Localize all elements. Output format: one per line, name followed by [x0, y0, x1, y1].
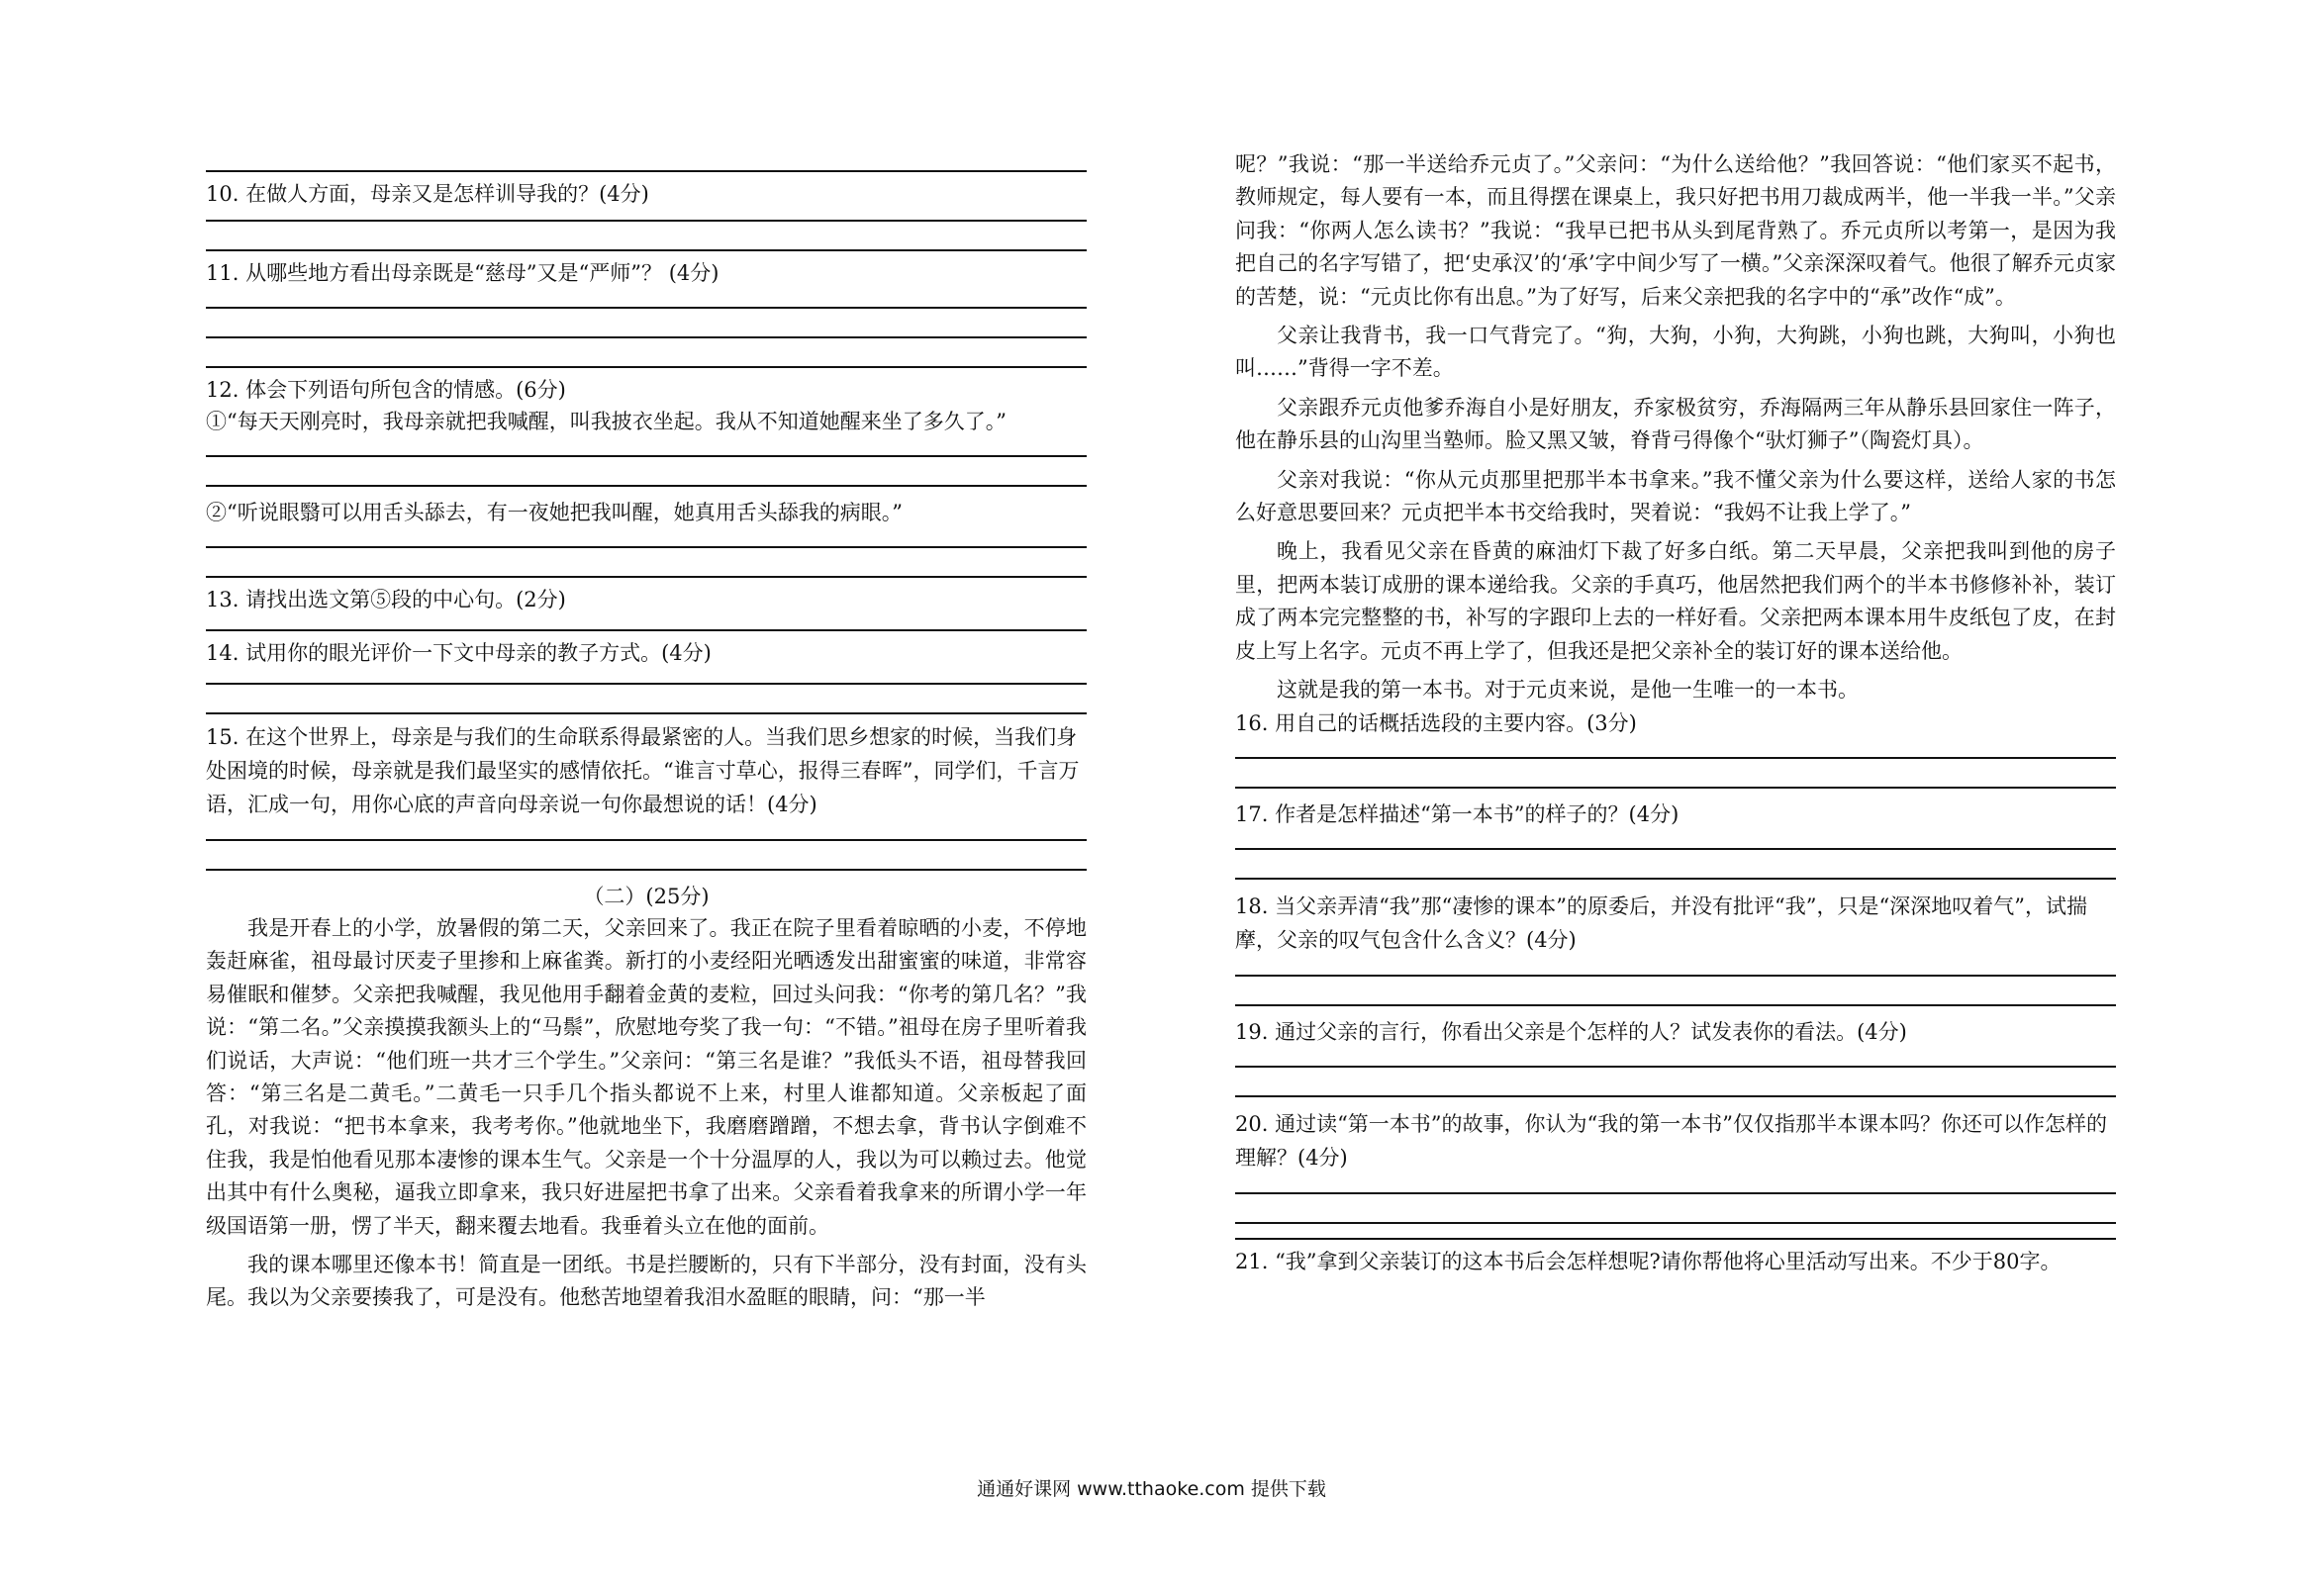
page-footer: 通通好课网 www.tthaoke.com 提供下载: [977, 1478, 1326, 1500]
question-18: 18. 当父亲弄清“我”那“凄惨的课本”的原委后，并没有批评“我”，只是“深深地叹着气”，试揣摩，父亲的叹气包含什么含义？(4分): [1235, 893, 2087, 952]
question-11: 11. 从哪些地方看出母亲既是“慈母”又是“严师”？ (4分): [206, 261, 720, 285]
question-12-sentence-1: ①“每天天刚亮时，我母亲就把我喊醒，叫我披衣坐起。我从不知道她醒来坐了多久了。”: [206, 410, 1007, 433]
passage-paragraph: 呢？”我说：“那一半送给乔元贞了。”父亲问：“为什么送给他？”我回答说：“他们家买不起书，教师规定，每人要有一本，而且得摆在课桌上，我只好把书用刀裁成两半，他一半我一半。”父亲问我：“你两人怎么读书？”我说：“我早已把书从头到尾背熟了。乔元贞所以考第一，是因为我把自己的名字写错了，把‘史承汉’的‘承’字中间少写了一横。”父亲深深叹着气。他很了解乔元贞家的苦楚，说：“元贞比你有出息。”为了好写，后来父亲把我的名字中的“承”改作“成”。: [1235, 152, 2116, 309]
question-21: 21. “我”拿到父亲装订的这本书后会怎样想呢?请你帮他将心里活动写出来。不少于80字。: [1235, 1249, 2062, 1273]
passage-paragraph: 父亲对我说：“你从元贞那里把那半本书拿来。”我不懂父亲为什么要这样，送给人家的书怎么好意思要回来？元贞把半本书交给我时，哭着说：“我妈不让我上学了。”: [1235, 467, 2116, 525]
left-column: [206, 170, 1087, 1315]
passage-paragraph: 这就是我的第一本书。对于元贞来说，是他一生唯一的一本书。: [1277, 678, 1859, 703]
passage-paragraph: 晚上，我看见父亲在昏黄的麻油灯下裁了好多白纸。第二天早晨，父亲把我叫到他的房子里，把两本装订成册的课本递给我。父亲的手真巧，他居然把我们两个的半本书修修补补，装订成了两本完完整整的书，补写的字跟印上去的一样好看。父亲把两本课本用牛皮纸包了皮，在封皮上写上名字。元贞不再上学了，但我还是把父亲补全的装订好的课本送给他。: [1235, 539, 2116, 663]
right-column: [1235, 148, 2116, 1277]
question-12-sentence-2: ②“听说眼翳可以用舌头舔去，有一夜她把我叫醒，她真用舌头舔我的病眼。”: [206, 501, 903, 524]
question-17: 17. 作者是怎样描述“第一本书”的样子的？(4分): [1235, 801, 1679, 826]
question-16: 16. 用自己的话概括选段的主要内容。(3分): [1235, 710, 1637, 735]
question-14: 14. 试用你的眼光评价一下文中母亲的教子方式。(4分): [206, 641, 712, 665]
section-heading: （二）(25分): [583, 885, 710, 908]
passage-paragraph: 父亲跟乔元贞他爹乔海自小是好朋友，乔家极贫穷，乔海隔两三年从静乐县回家住一阵子，他在静乐县的山沟里当塾师。脸又黑又皱，脊背弓得像个“驮灯狮子”（陶瓷灯具）。: [1235, 395, 2116, 453]
question-12: 12. 体会下列语句所包含的情感。(6分): [206, 378, 566, 402]
question-19: 19. 通过父亲的言行，你看出父亲是个怎样的人？试发表你的看法。(4分): [1235, 1019, 1907, 1044]
question-13: 13. 请找出选文第⑤段的中心句。(2分): [206, 588, 566, 611]
passage-paragraph: 父亲让我背书，我一口气背完了。“狗，大狗，小狗，大狗跳，小狗也跳，大狗叫，小狗也叫……”背得一字不差。: [1235, 324, 2116, 381]
question-10: 10. 在做人方面，母亲又是怎样训导我的？(4分): [206, 182, 649, 206]
question-20: 20. 通过读“第一本书”的故事，你认为“我的第一本书”仅仅指那半本课本吗？你还可以作怎样的理解？(4分): [1235, 1111, 2108, 1170]
passage-paragraph: 我的课本哪里还像本书！简直是一团纸。书是拦腰断的，只有下半部分，没有封面，没有头尾。我以为父亲要揍我了，可是没有。他愁苦地望着我泪水盈眶的眼睛，问：“那一半: [206, 1253, 1087, 1310]
question-15: 15. 在这个世界上，母亲是与我们的生命联系得最紧密的人。当我们思乡想家的时候，当我们身处困境的时候，母亲就是我们最坚实的感情依托。“谁言寸草心，报得三春晖”，同学们，千言万语，汇成一句，用你心底的声音向母亲说一句你最想说的话！(4分): [206, 725, 1080, 816]
passage-paragraph: 我是开春上的小学，放暑假的第二天，父亲回来了。我正在院子里看着晾晒的小麦，不停地轰赶麻雀，祖母最讨厌麦子里掺和上麻雀粪。新打的小麦经阳光晒透发出甜蜜蜜的味道，非常容易催眠和催梦。父亲把我喊醒，我见他用手翻着金黄的麦粒，回过头问我：“你考的第几名？”我说：“第二名。”父亲摸摸我额头上的“马鬃”，欣慰地夸奖了我一句：“不错。”祖母在房子里听着我们说话，大声说：“他们班一共才三个学生。”父亲问：“第三名是谁？”我低头不语，祖母替我回答：“第三名是二黄毛。”二黄毛一只手几个指头都说不上来，村里人谁都知道。父亲板起了面孔，对我说：“把书本拿来，我考考你。”他就地坐下，我磨磨蹭蹭，不想去拿，背书认字倒难不住我，我是怕他看见那本凄惨的课本生气。父亲是一个十分温厚的人，我以为可以赖过去。他觉出其中有什么奥秘，逼我立即拿来，我只好进屋把书拿了出来。父亲看着我拿来的所谓小学一年级国语第一册，愣了半天，翻来覆去地看。我垂着头立在他的面前。: [206, 916, 1087, 1238]
